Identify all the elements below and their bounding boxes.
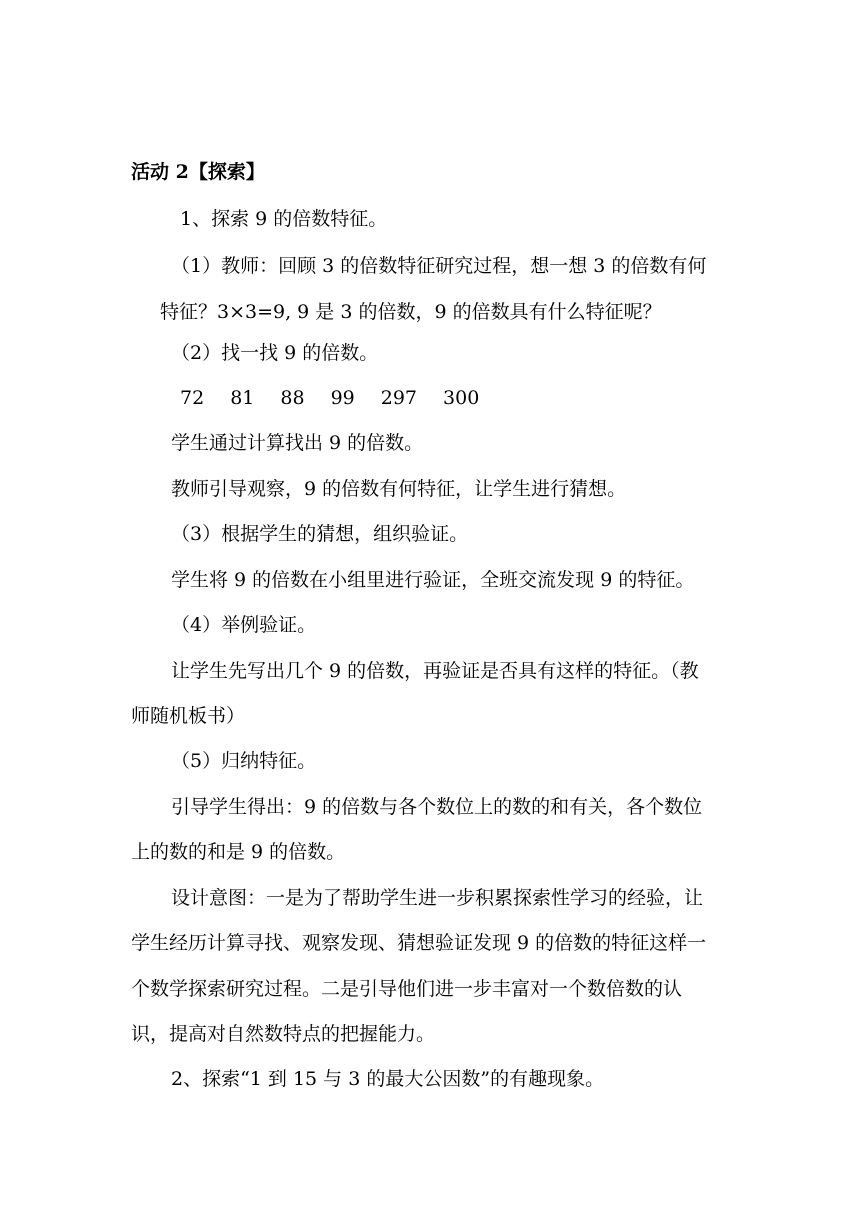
step-5-line-2: 上的数的和是 9 的倍数。 (131, 841, 346, 863)
activity-heading: 活动 2【探索】 (131, 161, 265, 183)
number-item: 72 (180, 387, 205, 409)
step-1-line-2: 特征？3×3=9, 9 是 3 的倍数，9 的倍数具有什么特征呢？ (160, 301, 662, 323)
number-item: 300 (443, 387, 480, 409)
number-list (180, 386, 505, 410)
step-1-line-1: （1）教师：回顾 3 的倍数特征研究过程，想一想 3 的倍数有何 (171, 255, 707, 277)
step-2-text-2: 教师引导观察，9 的倍数有何特征，让学生进行猜想。 (171, 478, 627, 500)
number-item: 99 (330, 387, 355, 409)
step-2-text-1: 学生通过计算找出 9 的倍数。 (171, 432, 424, 454)
design-intent-line-2: 学生经历计算寻找、观察发现、猜想验证发现 9 的倍数的特征这样一 (131, 932, 707, 954)
step-4-title: （4）举例验证。 (171, 614, 317, 636)
number-item: 88 (280, 387, 305, 409)
section-1-title: 1、探索 9 的倍数特征。 (180, 208, 388, 230)
number-item: 81 (230, 387, 255, 409)
step-5-line-1: 引导学生得出：9 的倍数与各个数位上的数的和有关，各个数位 (171, 796, 703, 818)
number-item: 297 (380, 387, 418, 409)
step-4-line-2: 师随机板书） (131, 705, 246, 727)
step-4-line-1: 让学生先写出几个 9 的倍数，再验证是否具有这样的特征。（教 (171, 660, 699, 682)
step-5-title: （5）归纳特征。 (171, 750, 317, 772)
design-intent-line-3: 个数学探索研究过程。二是引导他们进一步丰富对一个数倍数的认 (131, 978, 683, 1000)
design-intent-line-1: 设计意图：一是为了帮助学生进一步积累探索性学习的经验，让 (171, 887, 704, 909)
section-2-title: 2、探索“1 到 15 与 3 的最大公因数”的有趣现象。 (171, 1068, 605, 1090)
design-intent-line-4: 识，提高对自然数特点的把握能力。 (131, 1023, 436, 1045)
step-3-text: 学生将 9 的倍数在小组里进行验证，全班交流发现 9 的特征。 (171, 569, 695, 591)
step-2-title: （2）找一找 9 的倍数。 (171, 342, 379, 364)
step-3-title: （3）根据学生的猜想，组织验证。 (171, 523, 469, 545)
